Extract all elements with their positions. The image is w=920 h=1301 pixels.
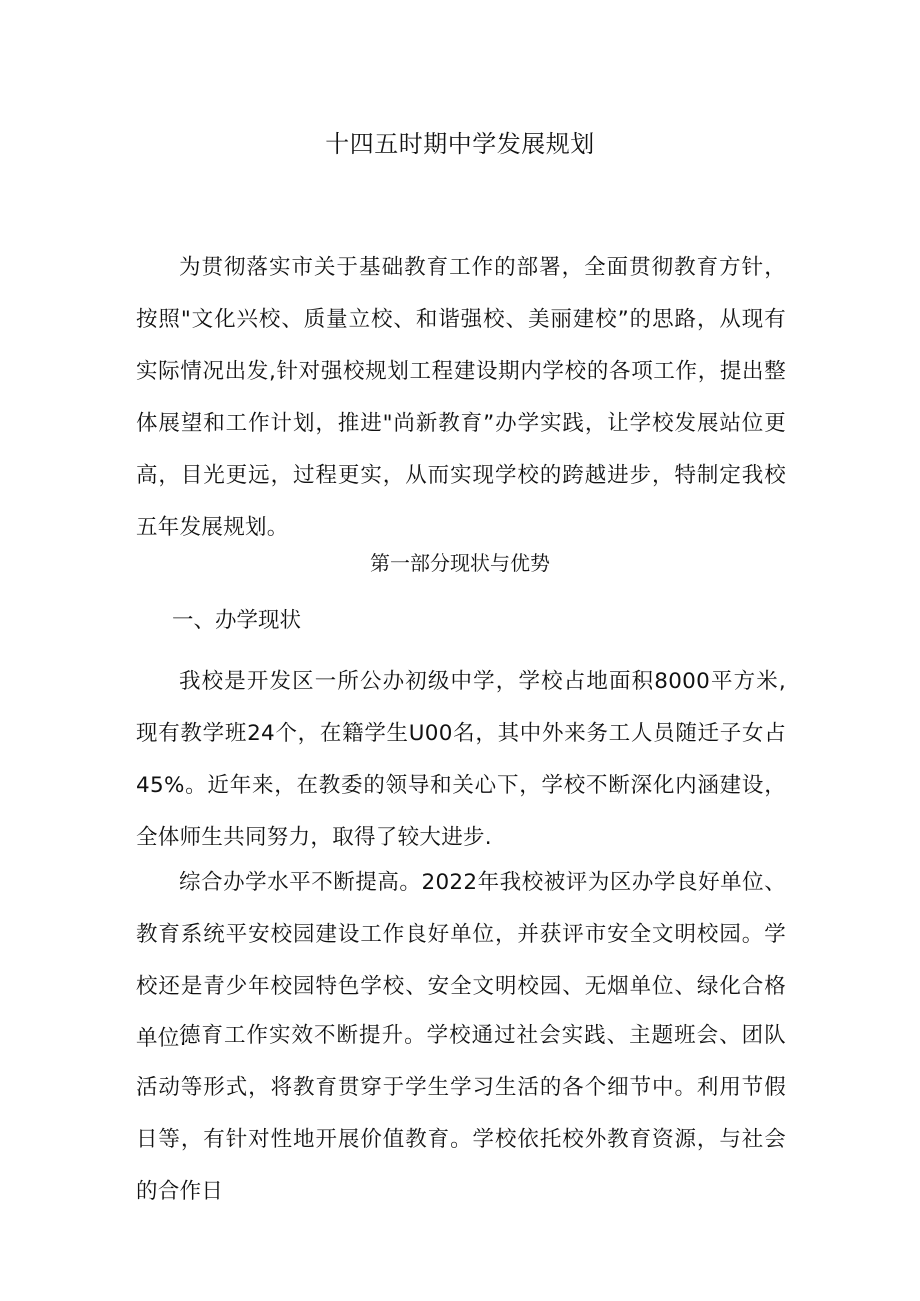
body-paragraph: 我校是开发区一所公办初级中学，学校占地面积8000平方米,现有教学班24个，在籍学生U00名，其中外来务工人员随迁子女占45%。近年来，在教委的领导和关心下，学校不断深化内涵建设，全体师生共同努力，取得了较大进步. <box>136 669 786 850</box>
body-paragraph: 综合办学水平不断提高。2022年我校被评为区办学良好单位、教育系统平安校园建设工作良好单位，并获评市安全文明校园。学校还是青少年校园特色学校、安全文明校园、无烟单位、绿化合格单位. <box>136 870 786 1051</box>
section-heading: 第一部分现状与优势 <box>370 551 550 575</box>
sub-heading: 一、办学现状 <box>172 608 302 633</box>
body-paragraph: 德育工作实效不断提升。学校通过社会实践、主题班会、团队活动等形式，将教育贯穿于学生学习生活的各个细节中。利用节假日等，有针对性地开展价值教育。学校依托校外教育资源，与社会的合作日 <box>136 1023 786 1204</box>
intro-paragraph: 为贯彻落实市关于基础教育工作的部署，全面贯彻教育方针，按照"文化兴校、质量立校、和谐强校、美丽建校”的思路，从现有实际情况出发,针对强校规划工程建设期内学校的各项工作，提出整体展望和工作计划，推进"尚新教育”办学实践，让学校发展站位更高，目光更远，过程更实，从而实现学校的跨越进步，特制定我校五年发展规划。 <box>136 255 786 540</box>
document-title: 十四五时期中学发展规划 <box>325 130 595 158</box>
